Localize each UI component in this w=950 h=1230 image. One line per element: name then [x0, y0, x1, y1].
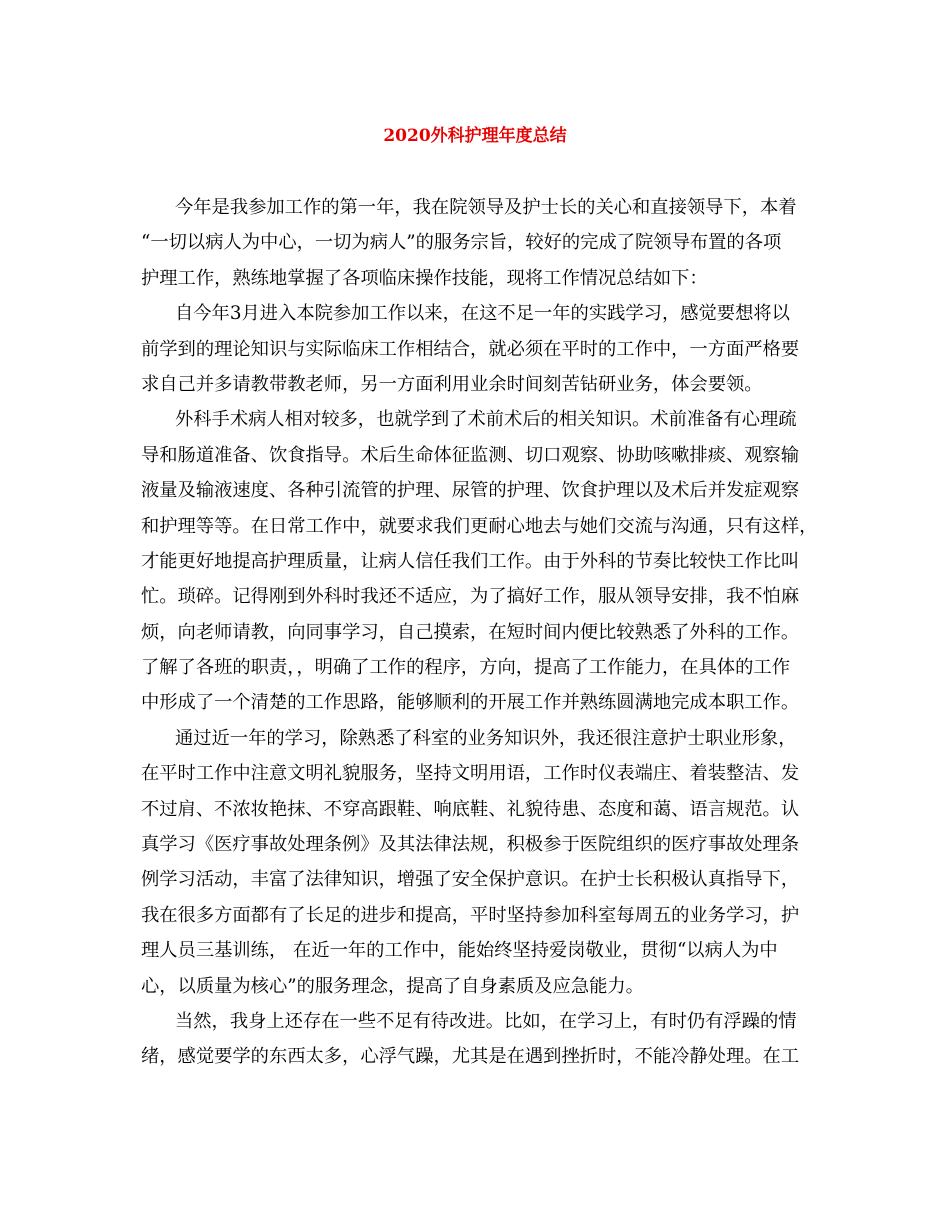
body-line: 忙。琐碎。记得刚到外科时我还不适应，为了搞好工作，服从领导安排，我不怕麻	[141, 586, 800, 608]
body-line: 不过肩、不浓妆艳抹、不穿高跟鞋、响底鞋、礼貌待患、态度和蔼、语言规范。认	[141, 798, 800, 820]
body-line: 今年是我参加工作的第一年，我在院领导及护士长的关心和直接领导下，本着	[175, 197, 797, 218]
body-line: 绪，感觉要学的东西太多，心浮气躁，尤其是在遇到挫折时，不能冷静处理。在工	[141, 1046, 800, 1068]
body-line: 当然，我身上还存在一些不足有待改进。比如，在学习上，有时仍有浮躁的情	[175, 1010, 797, 1032]
body-line: 才能更好地提高护理质量，让病人信任我们工作。由于外科的节奏比较快工作比叫	[141, 550, 800, 572]
body-line: 真学习《医疗事故处理条例》及其法律法规，积极参于医院组织的医疗事故处理条	[141, 834, 800, 856]
body-line: 通过近一年的学习，除熟悉了科室的业务知识外，我还很注意护士职业形象，	[175, 727, 797, 749]
body-line: 求自己并多请教带教老师，另一方面利用业余时间刻苦钻研业务，体会要领。	[141, 373, 763, 395]
body-line: 了解了各班的职责，，明确了工作的程序，方向，提高了工作能力，在具体的工作	[141, 657, 790, 679]
body-line: 自今年3月进入本院参加工作以来，在这不足一年的实践学习，感觉要想将以	[175, 303, 790, 325]
body-line: 中形成了一个清楚的工作思路，能够顺利的开展工作并熟练圆满地完成本职工作。	[141, 692, 800, 714]
body-line: 烦，向老师请教，向同事学习，自己摸索，在短时间内便比较熟悉了外科的工作。	[141, 621, 800, 643]
body-line: 护理工作，熟练地掌握了各项临床操作技能，现将工作情况总结如下：	[141, 267, 708, 289]
body-line: 心，以质量为核心”的服务理念，提高了自身素质及应急能力。	[141, 975, 644, 997]
body-line: 导和肠道准备、饮食指导。术后生命体征监测、切口观察、协助咳嗽排痰、观察输	[141, 444, 800, 466]
document-title: 2020外科护理年度总结	[383, 126, 567, 146]
document-body	[141, 190, 821, 1075]
body-line: 前学到的理论知识与实际临床工作相结合，就必须在平时的工作中，一方面严格要	[141, 338, 800, 360]
body-line: “一切以病人为中心，一切为病人”的服务宗旨，较好的完成了院领导布置的各项	[141, 232, 782, 254]
body-line: 理人员三基训练， 在近一年的工作中，能始终坚持爱岗敬业，贯彻“以病人为中	[141, 940, 778, 962]
body-line: 液量及输液速度、各种引流管的护理、尿管的护理、饮食护理以及术后并发症观察	[141, 480, 800, 502]
body-line: 外科手术病人相对较多，也就学到了术前术后的相关知识。术前准备有心理疏	[175, 409, 797, 431]
body-line: 我在很多方面都有了长足的进步和提高，平时坚持参加科室每周五的业务学习，护	[141, 904, 800, 926]
body-line: 和护理等等。在日常工作中，就要求我们更耐心地去与她们交流与沟通，只有这样，	[141, 515, 818, 537]
body-line: 例学习活动，丰富了法律知识，增强了安全保护意识。在护士长积极认真指导下，	[141, 869, 800, 891]
body-line: 在平时工作中注意文明礼貌服务，坚持文明用语，工作时仪表端庄、着装整洁、发	[141, 763, 800, 785]
